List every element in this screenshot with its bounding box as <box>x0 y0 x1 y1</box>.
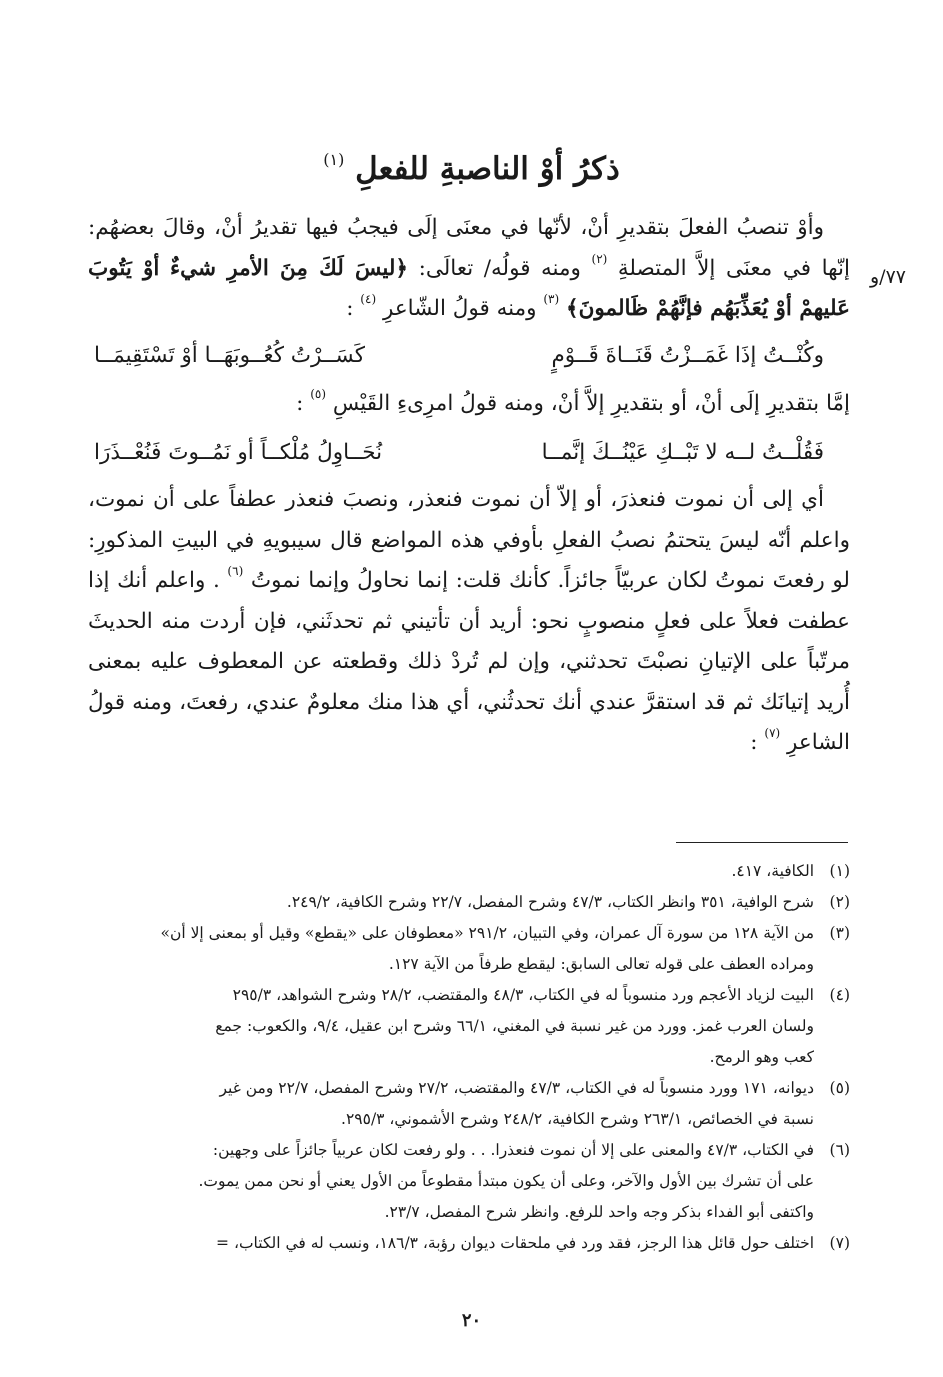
paragraph-1 <box>88 208 850 330</box>
footnote-ref-4: (٤) <box>360 292 377 306</box>
footnote-number: (٣) <box>829 924 850 942</box>
footnote-ref-6: (٦) <box>227 564 244 578</box>
paragraph-2-text: إمَّا بتقديرِ إلَى أنْ، أو بتقديرِ إلاَّ أنْ، ومنه قولُ امرِىءِ القَيْسِ <box>332 390 850 416</box>
footnote-separator <box>676 842 848 843</box>
footnote-line: ديوانه، ١٧١ وورد منسوباً له في الكتاب، ٤٧/٣ والمقتضب، ٢٧/٢ وشرح المفصل، ٢٢/٧ ومن غير <box>219 1079 814 1097</box>
footnote-2 <box>80 887 850 918</box>
footnote-line: على أن تشرك بين الأول والآخر، وعلى أن يكون مبتدأ مقطوعاً من الأول يعني أو نحن ممن يموت. <box>198 1172 814 1190</box>
page-number: ٢٠ <box>461 1310 482 1331</box>
footnote-line: ومراده العطف على قوله تعالى السابق: ليقطع طرفاً من الآية ١٢٧. <box>388 955 814 973</box>
poetry-verse-2 <box>88 426 850 480</box>
footnote-line: اختلف حول قائل هذا الرجز، فقد ورد في ملحقات ديوان رؤبة، ١٨٦/٣، ونسب له في الكتاب، = <box>216 1234 814 1252</box>
paragraph-1-line-3b: ومنه قولُ الشّاعرِ <box>382 296 537 321</box>
paragraph-1-line-2b: ومنه قولُه/ تعالَى: <box>408 255 581 281</box>
footnote-line: البيت لزياد الأعجم ورد منسوباً له في الكتاب، ٤٨/٣ والمقتضب، ٢٨/٢ وشرح الشواهد، ٢٩٥/٣ <box>232 986 814 1004</box>
paragraph-2 <box>88 384 850 425</box>
footnote-5 <box>80 1073 850 1135</box>
paragraph-1-line-2a: بعضهُم: إنّها في معنَى إلاَّ المتصلةِ <box>88 215 850 281</box>
section-title-text: ذكرُ أوْ الناصبةِ للفعلِ <box>355 151 620 187</box>
footnote-6 <box>80 1135 850 1228</box>
footnote-number: (٢) <box>829 893 850 911</box>
footnote-ref-5: (٥) <box>310 386 327 401</box>
verse-1-second-hemistich: كَسَــرْتُ كُعُــوبَهَــا أوْ تَسْتَقِيمَــا <box>94 343 365 369</box>
quran-quote-part-2: أوْ يَتُوبَ عَليهمْ أوْ يُعَذِّبَهُم فإنَّهُمْ ظَالمونَ﴾ <box>88 255 850 321</box>
quran-quote-part-1: ﴿ليسَ لَكَ مِنَ الأمرِ شيءٌ <box>169 255 409 281</box>
paragraph-3 <box>88 480 850 764</box>
footnote-line: كعب وهو الرمح. <box>709 1048 814 1066</box>
footnote-line: شرح الوافية، ٣٥١ وانظر الكتاب، ٤٧/٣ وشرح المفصل، ٢٢/٧ وشرح الكافية، ٢٤٩/٢. <box>286 893 814 911</box>
footnote-1 <box>80 856 850 887</box>
footnote-number: (١) <box>829 862 850 880</box>
footnote-ref-7: (٧) <box>764 726 781 740</box>
footnote-line: في الكتاب، ٤٧/٣ والمعنى على إلا أن نموت فنعذرا. . . ولو رفعت لكان عربياً جائزاً على وجهين: <box>212 1141 814 1159</box>
section-title <box>0 138 943 191</box>
footnote-line: نسبة في الخصائص، ٢٦٣/١ وشرح الكافية، ٢٤٨/٢ وشرح الأشموني، ٢٩٥/٣. <box>341 1110 814 1128</box>
verse-2-first-hemistich: فَقُلْــتُ لــه لا تَبْــكِ عَيْنُــكَ إنَّمــا <box>541 439 824 465</box>
footnote-number: (٧) <box>829 1234 850 1252</box>
footnote-line: واكتفى أبو الفداء بذكر وجه واحد للرفع. وانظر شرح المفصل، ٢٣/٧. <box>384 1203 814 1221</box>
poetry-verse-1 <box>88 330 850 384</box>
footnotes <box>80 856 850 1259</box>
verse-2-second-hemistich: نُحَــاوِلُ مُلْكــاً أو نَمُــوتَ فَنُعْــذَرَا <box>94 439 383 465</box>
footnote-number: (٥) <box>829 1079 850 1097</box>
paragraph-3-text-1: أي إلى أن نموت فنعذرَ، أو إلاّ أن نموت فنعذر، ونصبَ فنعذر عطفاً على أن نموت، واعلم أنّه ليسَ يتحتمُ نصبُ الفعلِ بأوفي هذه المواضع قال سيبويهِ في البيتِ المذكورِ: لو رفعتَ نموتُ لكان عربيّاً جائزاً. كأنك قلت: إنما نحاولُ وإنما نموتُ <box>88 487 850 593</box>
footnote-ref-3: (٣) <box>543 292 560 306</box>
footnote-3 <box>80 918 850 980</box>
manuscript-folio-marker: ٧٧/و <box>870 266 906 288</box>
paragraph-3-colon: : <box>750 730 758 755</box>
footnote-number: (٤) <box>829 986 850 1004</box>
paragraph-1-line-1: وأوْ تنصبُ الفعلَ بتقديرِ أنْ، لأنّها في معنَى إلَى فيجبُ فيها تقديرُ أنْ، وقالَ <box>162 215 824 240</box>
verse-1-first-hemistich: وكُنْــتُ إذَا غَمَــزْتُ قَنَــاةَ قَــوْمٍ <box>551 343 824 369</box>
footnote-line: من الآية ١٢٨ من سورة آل عمران، وفي التبيان، ٢٩١/٢ «معطوفان على «يقطع» وقيل أو بمعنى إلا أن» <box>160 924 814 942</box>
footnote-number: (٦) <box>829 1141 850 1159</box>
footnote-ref-2: (٢) <box>591 251 608 266</box>
paragraph-3-text-2: . واعلم أنك إذا عطفت فعلاً على فعلٍ منصوبٍ نحو: أريد أن تأتيني ثم تحدثَني، فإن أردت منه الحديثَ مرتّباً على الإتيانِ نصبْتَ تحدثني، وإن لم تُردْ ذلك وقطعته عن المعطوف عليه بمعنى أُريد إتيانَك ثم قد استقرَّ عندي أنك تحدثُني، أي هذا منك معلومٌ عندي، رفعتَ، ومنه قولُ الشاعرِ <box>88 568 850 755</box>
paragraph-1-colon: : <box>346 296 354 321</box>
main-text <box>88 208 850 764</box>
footnote-4 <box>80 980 850 1073</box>
paragraph-2-colon: : <box>296 390 304 416</box>
footnote-line: ولسان العرب غمز. وورد من غير نسبة في المغني، ٦٦/١ وشرح ابن عقيل، ٩/٤، والكعوب: جمع <box>215 1017 814 1035</box>
section-title-footnote-ref: (١) <box>323 150 345 169</box>
footnote-line: الكافية، ٤١٧. <box>731 862 814 880</box>
footnote-7 <box>80 1228 850 1259</box>
